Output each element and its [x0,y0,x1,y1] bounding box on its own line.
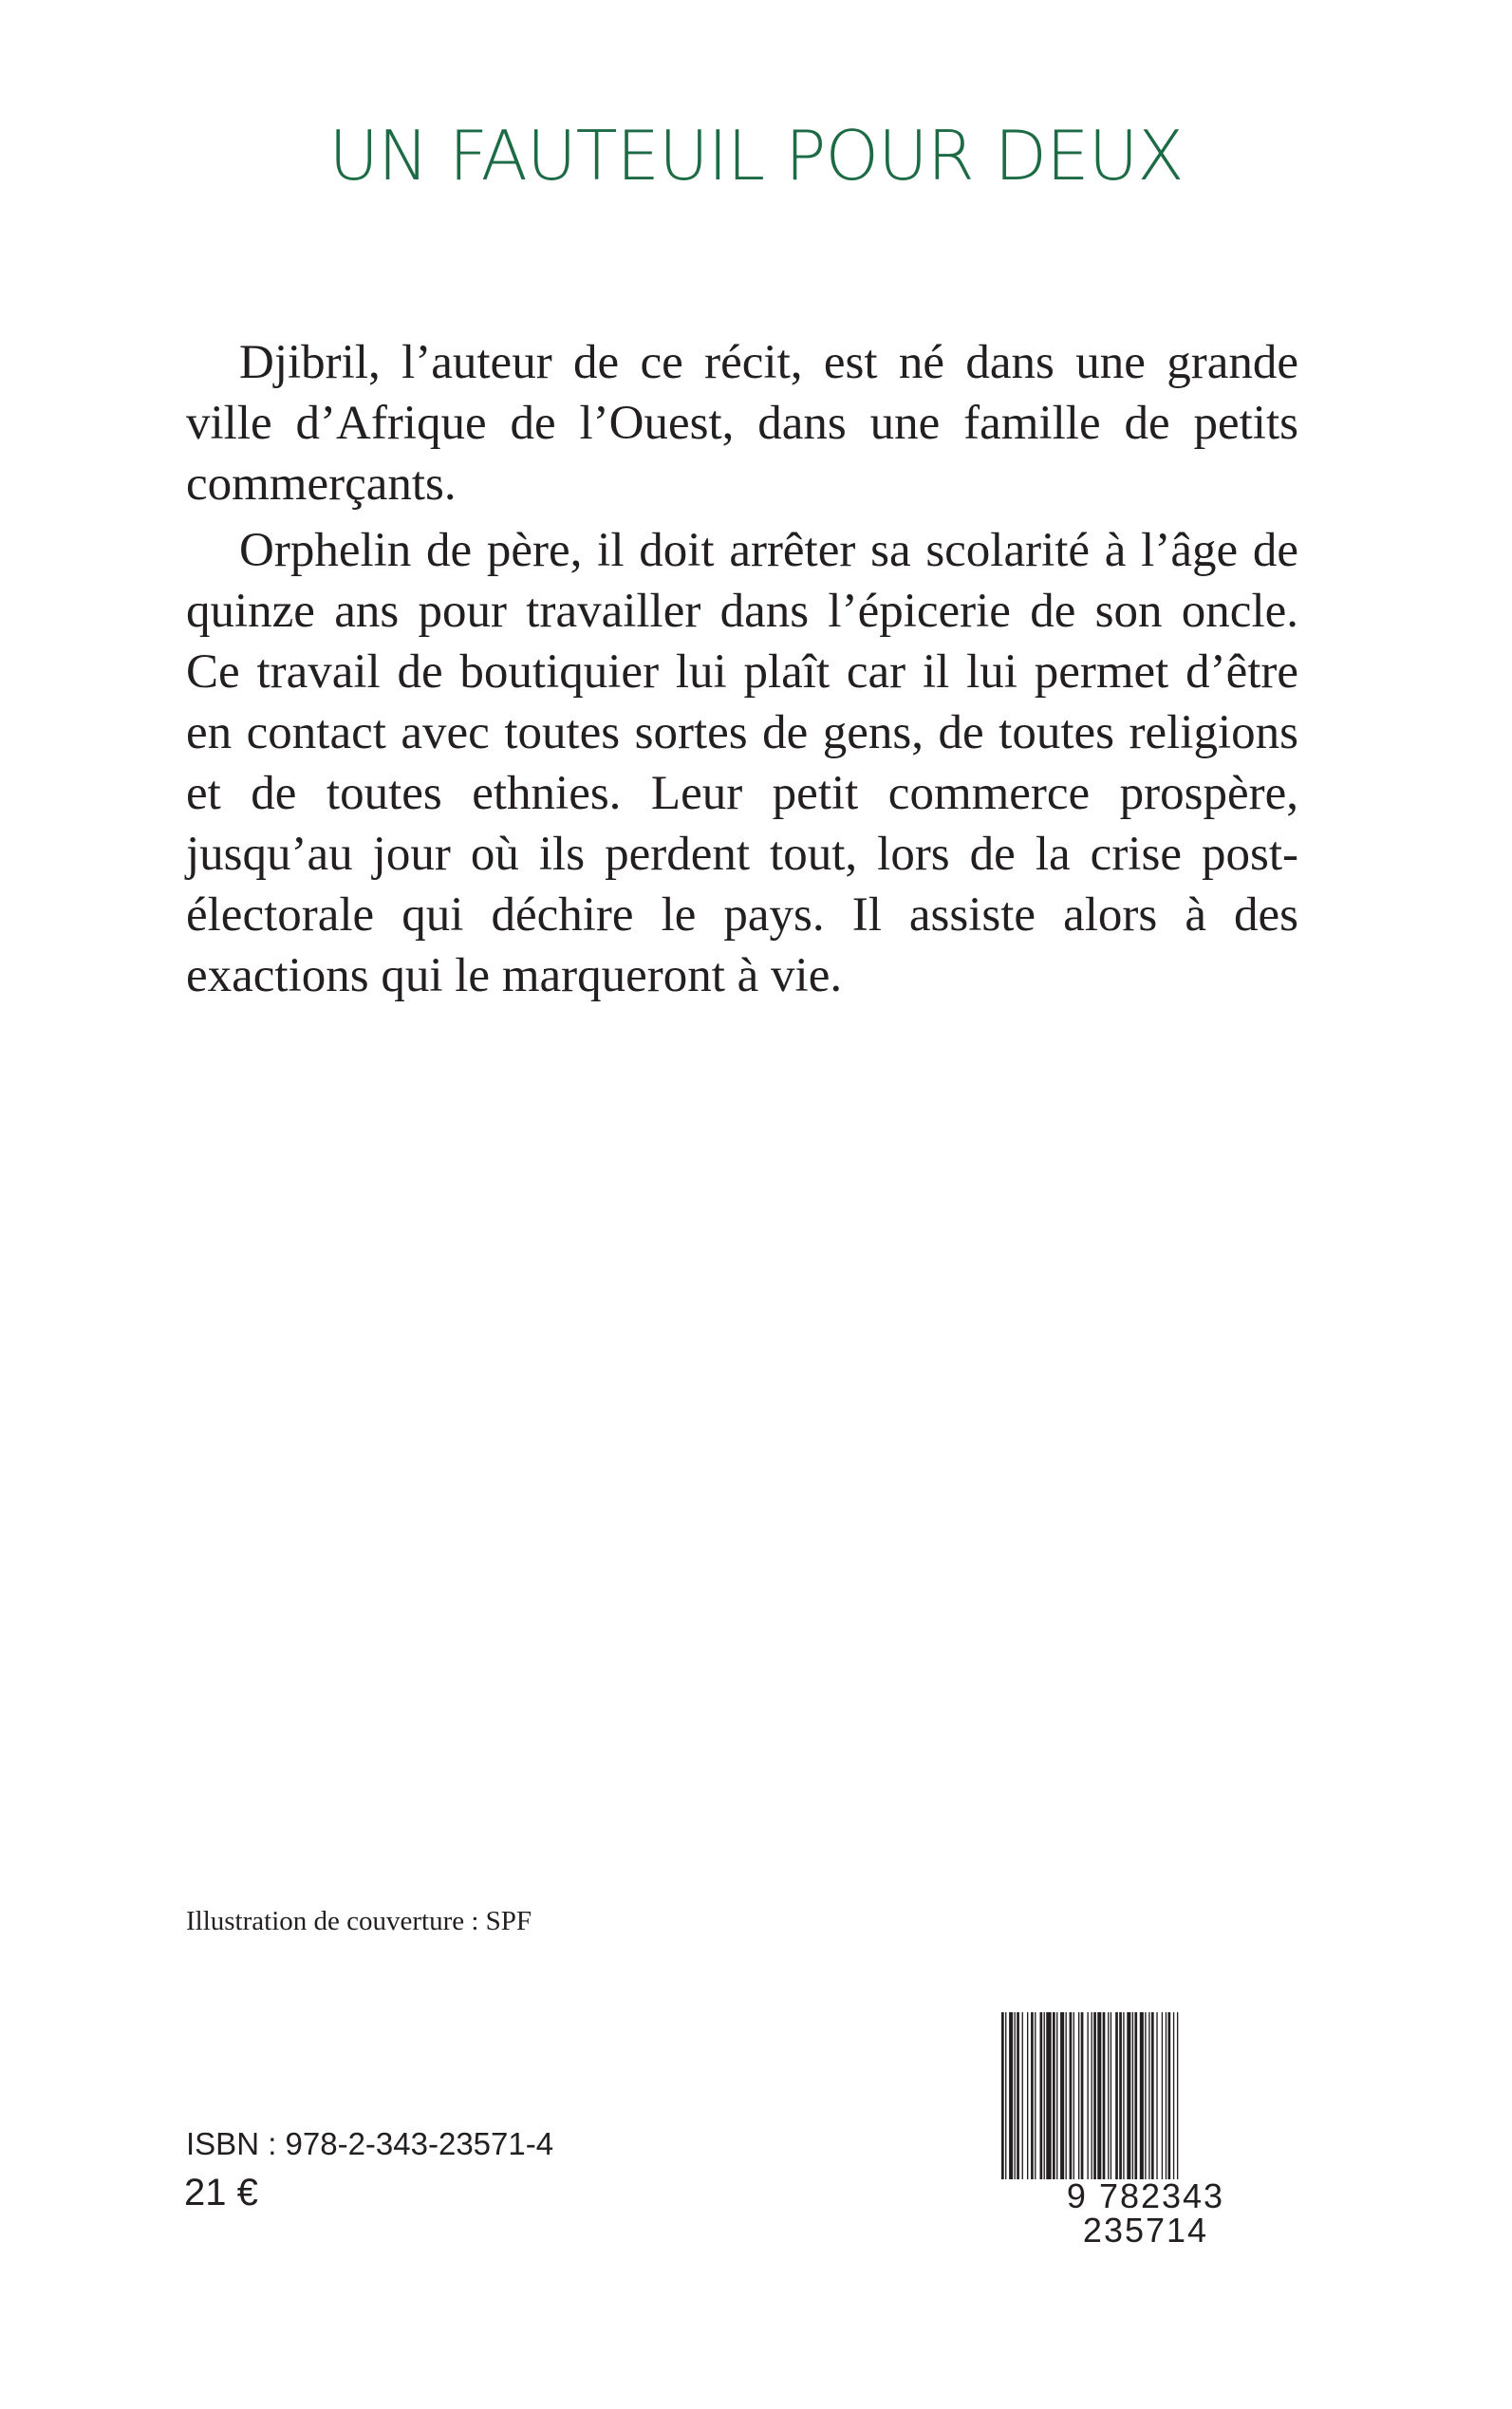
price-label: 21 € [184,2172,258,2213]
book-title: UN FAUTEUIL POUR DEUX [328,116,1184,196]
illustration-credit: Illustration de couverture : SPF [186,1906,532,1936]
barcode-digits: 9 782343 235714 [997,2179,1295,2248]
isbn-label: ISBN : 978-2-343-23571-4 [186,2126,554,2161]
blurb-paragraph-1: Djibril, l’auteur de ce récit, est né dans une grande ville d’Afrique de l’Ouest, dans une famille de petits commerçants. [186,336,1298,511]
blurb-paragraph-2: Orphelin de père, il doit arrêter sa scolarité à l’âge de quinze ans pour travailler dans l’épicerie de son oncle. Ce travail de boutiquier lui plaît car il lui permet d’être en contact avec toutes sortes de gens, de toutes religions et de toutes ethnies. Leur petit commerce prospère, jusqu’au jour où ils perdent tout, lors de la crise post-électorale qui déchire le pays. Il assiste alors à des exactions qui le marqueront à vie. [186,524,1298,1002]
back-cover-blurb [186,332,1298,1006]
